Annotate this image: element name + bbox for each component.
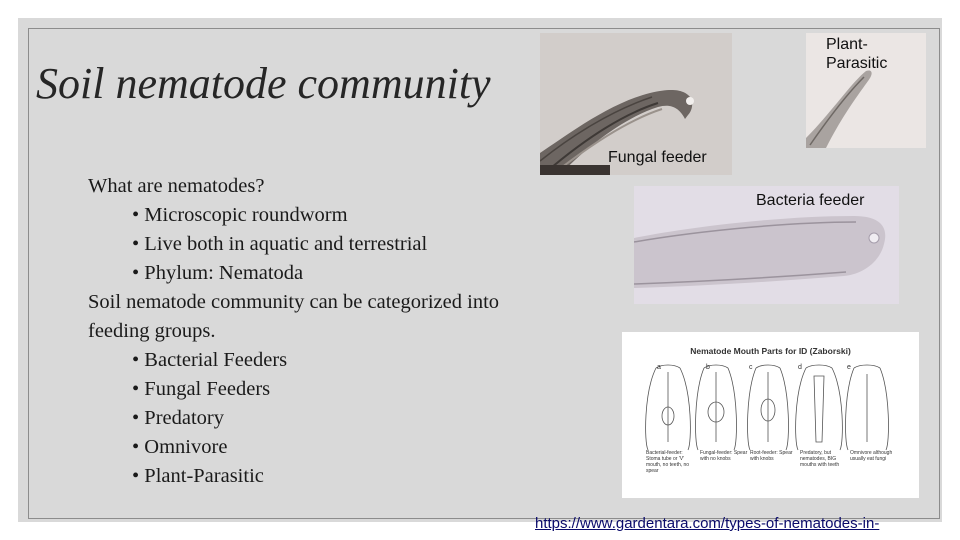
diagram-caption-b: Fungal-feeder: Spear with no knobs <box>700 450 748 462</box>
plant-parasitic-caption <box>826 35 887 73</box>
bullet-bacterial: • Bacterial Feeders <box>132 349 288 371</box>
slide-body <box>88 172 608 491</box>
bacteria-feeder-caption: Bacteria feeder <box>756 192 865 209</box>
fungal-feeder-caption: Fungal feeder <box>608 149 707 166</box>
diagram-letter-e: e <box>847 364 851 371</box>
bullet-omnivore: • Omnivore <box>132 436 228 458</box>
bullet-microscopic: • Microscopic roundworm <box>132 204 348 226</box>
diagram-caption-c: Root-feeder: Spear with knobs <box>750 450 793 462</box>
bullet-fungal: • Fungal Feeders <box>132 378 271 400</box>
diagram-letter-a: a <box>657 364 661 371</box>
paragraph-line-2: feeding groups. <box>88 320 216 342</box>
diagram-caption-d: Predatory, but nematodes, BIG mouths with teeth <box>800 450 840 468</box>
diagram-caption-e: Omnivore although usually eat fungi <box>850 450 893 462</box>
bullet-phylum: • Phylum: Nematoda <box>132 262 304 284</box>
source-link[interactable]: https://www.gardentara.com/types-of-nematodes-in- <box>535 515 880 532</box>
question-text: What are nematodes? <box>88 175 265 197</box>
diagram-letter-c: c <box>749 364 753 371</box>
diagram-title: Nematode Mouth Parts for ID (Zaborski) <box>690 346 851 356</box>
diagram-letter-d: d <box>798 364 802 371</box>
plant-parasitic-caption-line1: Plant- <box>826 36 868 53</box>
paragraph-line-1: Soil nematode community can be categorized into <box>88 291 500 313</box>
mouthparts-diagram <box>622 332 919 498</box>
bullet-habitat: • Live both in aquatic and terrestrial <box>132 233 428 255</box>
plant-parasitic-caption-line2: Parasitic <box>826 55 888 72</box>
bullet-predatory: • Predatory <box>132 407 224 429</box>
diagram-letter-b: b <box>706 364 710 371</box>
diagram-caption-a: Bacterial-feeder: Stoma tube or 'V' mouth, no teeth, no spear <box>646 450 690 474</box>
bullet-plant-parasitic: • Plant-Parasitic <box>132 465 264 487</box>
slide-title: Soil nematode community <box>36 59 491 108</box>
